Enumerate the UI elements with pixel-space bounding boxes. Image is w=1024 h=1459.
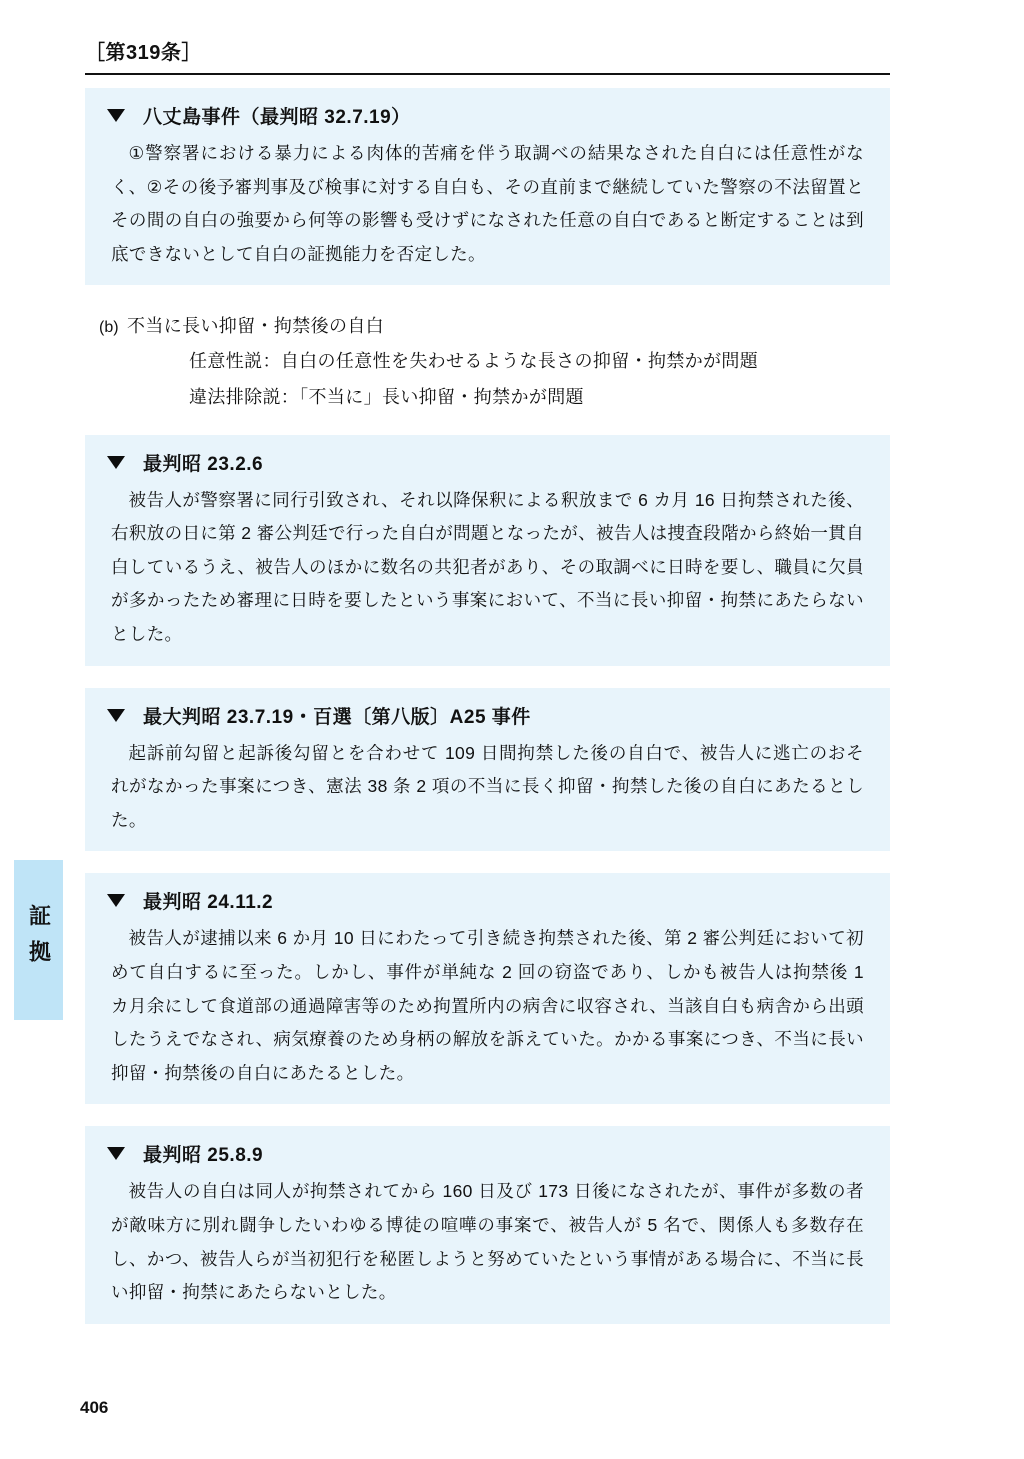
case-header bbox=[85, 98, 890, 135]
outline-marker: (b) bbox=[99, 319, 119, 337]
case-header bbox=[85, 1136, 890, 1173]
case-title: 最判昭 23.2.6 bbox=[143, 453, 264, 475]
case-block bbox=[85, 1126, 890, 1323]
case-body: 被告人が逮捕以来 6 か月 10 日にわたって引き続き拘禁された後、第 2 審公判廷において初めて自白するに至った。しかし、事件が単純な 2 回の窃盗であり、しかも被告人は拘禁後 1 カ月余にして食道部の通過障害等のため拘置所内の病舎に収容され、当該自白も病舎から出頭したうえでなされ、病気療養のため身柄の解放を訴えていた。かかる事案につき、不当に長い抑留・拘禁後の自白にあたるとした。 bbox=[111, 928, 864, 1083]
case-body: 起訴前勾留と起訴後勾留とを合わせて 109 日間拘禁した後の自白で、被告人に逃亡のおそれがなかった事案につき、憲法 38 条 2 項の不当に長く抑留・拘禁した後の自白にあたるとした。 bbox=[111, 742, 864, 830]
outline-subline: 違法排除説：「不当に」長い抑留・拘禁かが問題 bbox=[189, 386, 584, 407]
page-header bbox=[85, 36, 890, 75]
outline-subline: 任意性説：自白の任意性を失わせるような長さの抑留・拘禁かが問題 bbox=[189, 351, 759, 372]
case-header bbox=[85, 445, 890, 482]
case-title: 最判昭 24.11.2 bbox=[143, 892, 274, 914]
outline-heading: 不当に長い抑留・拘禁後の自白 bbox=[127, 316, 385, 337]
outline-row bbox=[85, 309, 890, 344]
case-title: 最判昭 25.8.9 bbox=[143, 1145, 264, 1167]
outline-block bbox=[85, 307, 890, 414]
section-thumb-tab bbox=[14, 860, 63, 1020]
case-title: 八丈島事件（最判昭 32.7.19） bbox=[143, 107, 411, 128]
triangle-down-icon bbox=[107, 1147, 125, 1160]
triangle-down-icon bbox=[107, 709, 125, 722]
case-block bbox=[85, 873, 890, 1104]
triangle-down-icon bbox=[107, 109, 125, 122]
header-divider bbox=[85, 73, 890, 75]
page-content bbox=[85, 88, 890, 1346]
page-title: ［第319条］ bbox=[85, 42, 202, 64]
case-body: 被告人の自白は同人が拘禁されてから 160 日及び 173 日後になされたが、事件が多数の者が敵味方に別れ闘争したいわゆる博徒の喧嘩の事案で、被告人が 5 名で、関係人も多数存在し、かつ、被告人らが当初犯行を秘匿しようと努めていたという事情がある場合に、不当に長い抑留・拘禁にあたらないとした。 bbox=[111, 1181, 864, 1303]
section-thumb-label: 証拠 bbox=[26, 904, 52, 976]
case-header bbox=[85, 698, 890, 735]
case-header bbox=[85, 883, 890, 920]
page-number: 406 bbox=[80, 1398, 109, 1417]
triangle-down-icon bbox=[107, 456, 125, 469]
case-block bbox=[85, 688, 890, 852]
case-body: ①警察署における暴力による肉体的苦痛を伴う取調べの結果なされた自白には任意性がなく、②その後予審判事及び検事に対する自白も、その直前まで継続していた警察の不法留置とその間の自白の強要から何等の影響も受けずになされた任意の自白であると断定することは到底できないとして自白の証拠能力を否定した。 bbox=[111, 143, 864, 264]
triangle-down-icon bbox=[107, 894, 125, 907]
case-title: 最大判昭 23.7.19・百選〔第八版〕A25 事件 bbox=[143, 706, 531, 728]
case-body: 被告人が警察署に同行引致され、それ以降保釈による釈放まで 6 カ月 16 日拘禁された後、右釈放の日に第 2 審公判廷で行った自白が問題となったが、被告人は捜査段階から終始一貫自白しているうえ、被告人のほかに数名の共犯者があり、その取調べに日時を要し、職員に欠員が多かったため審理に日時を要したという事案において、不当に長い抑留・拘禁にあたらないとした。 bbox=[111, 489, 864, 645]
case-block bbox=[85, 435, 890, 666]
case-block bbox=[85, 88, 890, 285]
